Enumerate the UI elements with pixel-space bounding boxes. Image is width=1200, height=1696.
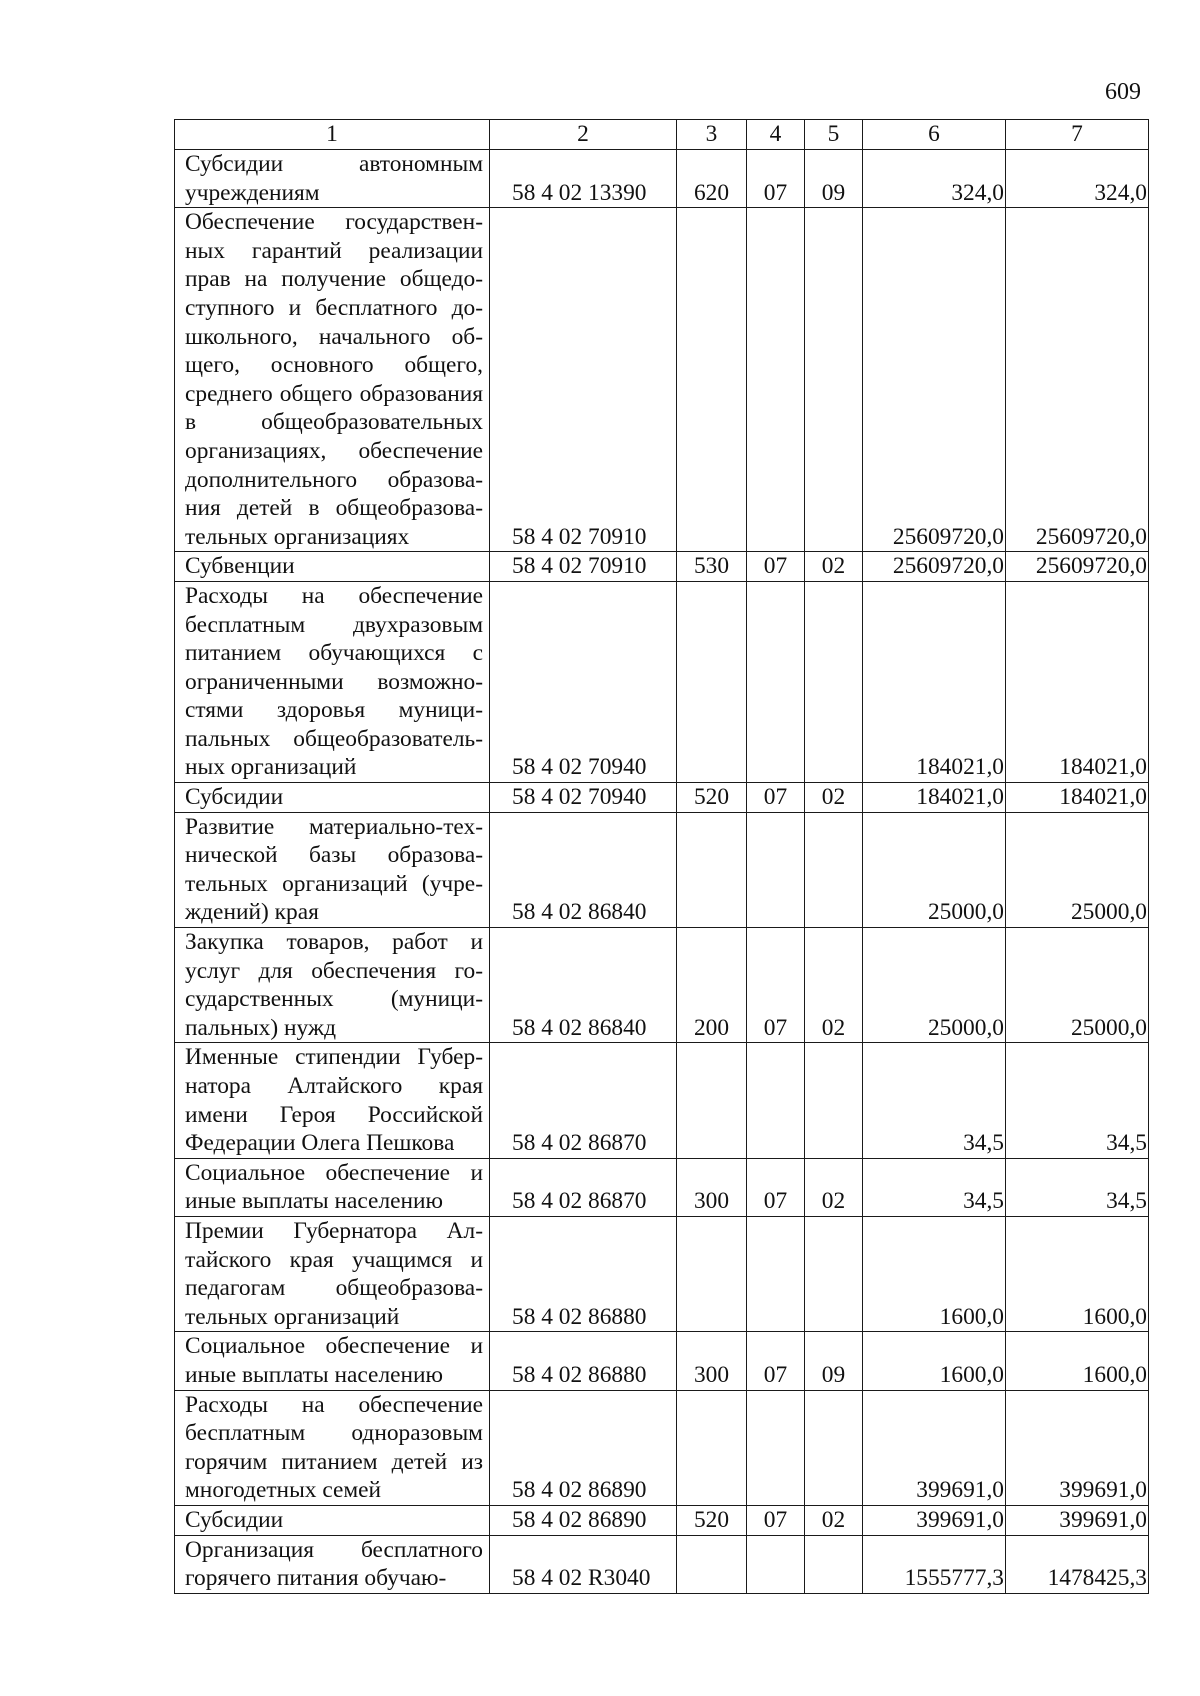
row-col7-cell: 1478425,3 <box>1006 1535 1149 1593</box>
row-col6-cell: 25609720,0 <box>863 552 1006 582</box>
row-code-cell: 58 4 02 86890 <box>490 1390 677 1505</box>
row-col4-cell <box>747 1390 805 1505</box>
row-col3-cell <box>677 1216 747 1331</box>
row-col4-cell <box>747 812 805 927</box>
table-row <box>175 581 1149 782</box>
row-col5-cell <box>805 1535 863 1593</box>
row-name-cell: Субсидии <box>175 1505 490 1535</box>
row-col4-cell <box>747 1535 805 1593</box>
column-header: 5 <box>805 120 863 150</box>
row-col3-cell: 200 <box>677 928 747 1043</box>
row-col7-cell: 34,5 <box>1006 1043 1149 1158</box>
row-col6-cell: 25000,0 <box>863 812 1006 927</box>
row-col7-cell: 25000,0 <box>1006 812 1149 927</box>
row-col5-cell: 02 <box>805 552 863 582</box>
row-col6-cell: 25000,0 <box>863 928 1006 1043</box>
column-header: 3 <box>677 120 747 150</box>
row-col5-cell: 02 <box>805 783 863 813</box>
row-col4-cell <box>747 208 805 552</box>
row-col5-cell <box>805 208 863 552</box>
row-col7-cell: 399691,0 <box>1006 1390 1149 1505</box>
row-col5-cell <box>805 812 863 927</box>
row-col6-cell: 1600,0 <box>863 1332 1006 1390</box>
row-col7-cell: 1600,0 <box>1006 1332 1149 1390</box>
row-col4-cell <box>747 581 805 782</box>
row-code-cell: 58 4 02 R3040 <box>490 1535 677 1593</box>
row-col3-cell <box>677 1390 747 1505</box>
row-code-cell: 58 4 02 70910 <box>490 208 677 552</box>
row-code-cell: 58 4 02 86880 <box>490 1332 677 1390</box>
row-name-cell: Организация бесплатного горячего питания обучаю- <box>175 1535 490 1593</box>
column-header: 2 <box>490 120 677 150</box>
column-header-row <box>175 120 1149 150</box>
row-col7-cell: 25000,0 <box>1006 928 1149 1043</box>
row-name-cell: Расходы на обеспечение бесплатным двухразовым питанием обучающихся с ограниченными возможностями здоровья муниципальных общеобразовательных организаций <box>175 581 490 782</box>
page-number: 609 <box>1105 79 1141 105</box>
row-col3-cell: 520 <box>677 1505 747 1535</box>
column-header: 1 <box>175 120 490 150</box>
table-row <box>175 1390 1149 1505</box>
row-col6-cell: 184021,0 <box>863 581 1006 782</box>
row-col4-cell <box>747 1216 805 1331</box>
row-col4-cell: 07 <box>747 1505 805 1535</box>
table-row <box>175 1332 1149 1390</box>
row-code-cell: 58 4 02 86870 <box>490 1158 677 1216</box>
row-col3-cell: 300 <box>677 1158 747 1216</box>
row-code-cell: 58 4 02 86890 <box>490 1505 677 1535</box>
table-body <box>175 120 1149 1594</box>
column-header: 6 <box>863 120 1006 150</box>
row-code-cell: 58 4 02 86840 <box>490 812 677 927</box>
row-code-cell: 58 4 02 70940 <box>490 783 677 813</box>
row-name-cell: Социальное обеспечение и иные выплаты населению <box>175 1158 490 1216</box>
budget-table <box>174 119 1149 1594</box>
row-col3-cell <box>677 812 747 927</box>
row-col3-cell: 620 <box>677 150 747 208</box>
table-row <box>175 552 1149 582</box>
table-row <box>175 1505 1149 1535</box>
row-col3-cell <box>677 581 747 782</box>
row-name-cell: Закупка товаров, работ и услуг для обеспечения государственных (муниципальных) нужд <box>175 928 490 1043</box>
row-col7-cell: 25609720,0 <box>1006 552 1149 582</box>
row-col5-cell <box>805 1043 863 1158</box>
row-col4-cell <box>747 1043 805 1158</box>
table-row <box>175 1535 1149 1593</box>
row-code-cell: 58 4 02 86840 <box>490 928 677 1043</box>
row-name-cell: Премии Губернатора Алтайского края учащимся и педагогам общеобразовательных организаций <box>175 1216 490 1331</box>
row-code-cell: 58 4 02 13390 <box>490 150 677 208</box>
row-col5-cell: 02 <box>805 1505 863 1535</box>
row-col5-cell: 02 <box>805 928 863 1043</box>
row-col5-cell <box>805 1390 863 1505</box>
row-col5-cell: 09 <box>805 150 863 208</box>
row-col3-cell: 300 <box>677 1332 747 1390</box>
row-col6-cell: 399691,0 <box>863 1505 1006 1535</box>
row-col5-cell <box>805 581 863 782</box>
row-code-cell: 58 4 02 70940 <box>490 581 677 782</box>
row-col7-cell: 399691,0 <box>1006 1505 1149 1535</box>
row-col7-cell: 34,5 <box>1006 1158 1149 1216</box>
row-col7-cell: 184021,0 <box>1006 783 1149 813</box>
row-col3-cell: 530 <box>677 552 747 582</box>
column-header: 7 <box>1006 120 1149 150</box>
table-row <box>175 783 1149 813</box>
row-col6-cell: 1600,0 <box>863 1216 1006 1331</box>
table-row <box>175 812 1149 927</box>
row-col6-cell: 324,0 <box>863 150 1006 208</box>
column-header: 4 <box>747 120 805 150</box>
row-code-cell: 58 4 02 70910 <box>490 552 677 582</box>
row-code-cell: 58 4 02 86880 <box>490 1216 677 1331</box>
row-col4-cell: 07 <box>747 1332 805 1390</box>
row-col5-cell: 02 <box>805 1158 863 1216</box>
table-row <box>175 150 1149 208</box>
row-col6-cell: 184021,0 <box>863 783 1006 813</box>
row-col3-cell <box>677 208 747 552</box>
row-code-cell: 58 4 02 86870 <box>490 1043 677 1158</box>
row-col6-cell: 399691,0 <box>863 1390 1006 1505</box>
row-col7-cell: 25609720,0 <box>1006 208 1149 552</box>
row-name-cell: Именные стипендии Губернатора Алтайского края имени Героя Российской Федерации Олега Пешкова <box>175 1043 490 1158</box>
row-col4-cell: 07 <box>747 1158 805 1216</box>
row-col6-cell: 1555777,3 <box>863 1535 1006 1593</box>
table-row <box>175 1158 1149 1216</box>
row-col3-cell <box>677 1043 747 1158</box>
row-col4-cell: 07 <box>747 150 805 208</box>
table-row <box>175 928 1149 1043</box>
row-col6-cell: 34,5 <box>863 1043 1006 1158</box>
table-row <box>175 208 1149 552</box>
row-name-cell: Субвенции <box>175 552 490 582</box>
table-row <box>175 1216 1149 1331</box>
row-name-cell: Обеспечение государственных гарантий реализации прав на получение общедоступного и бесплатного дошкольного, начального общего, основного общего, среднего общего образования в общеобразовательных организациях, обеспечение дополнительного образования детей в общеобразовательных организациях <box>175 208 490 552</box>
row-col5-cell: 09 <box>805 1332 863 1390</box>
row-col5-cell <box>805 1216 863 1331</box>
row-col4-cell: 07 <box>747 783 805 813</box>
row-col4-cell: 07 <box>747 552 805 582</box>
row-name-cell: Субсидии <box>175 783 490 813</box>
row-col3-cell <box>677 1535 747 1593</box>
row-name-cell: Расходы на обеспечение бесплатным одноразовым горячим питанием детей из многодетных семей <box>175 1390 490 1505</box>
row-col3-cell: 520 <box>677 783 747 813</box>
row-col7-cell: 324,0 <box>1006 150 1149 208</box>
row-col6-cell: 34,5 <box>863 1158 1006 1216</box>
table-row <box>175 1043 1149 1158</box>
row-name-cell: Субсидии автономным учреждениям <box>175 150 490 208</box>
row-col4-cell: 07 <box>747 928 805 1043</box>
row-name-cell: Развитие материально-технической базы образовательных организаций (учреждений) края <box>175 812 490 927</box>
row-col7-cell: 184021,0 <box>1006 581 1149 782</box>
row-col6-cell: 25609720,0 <box>863 208 1006 552</box>
row-name-cell: Социальное обеспечение и иные выплаты населению <box>175 1332 490 1390</box>
row-col7-cell: 1600,0 <box>1006 1216 1149 1331</box>
